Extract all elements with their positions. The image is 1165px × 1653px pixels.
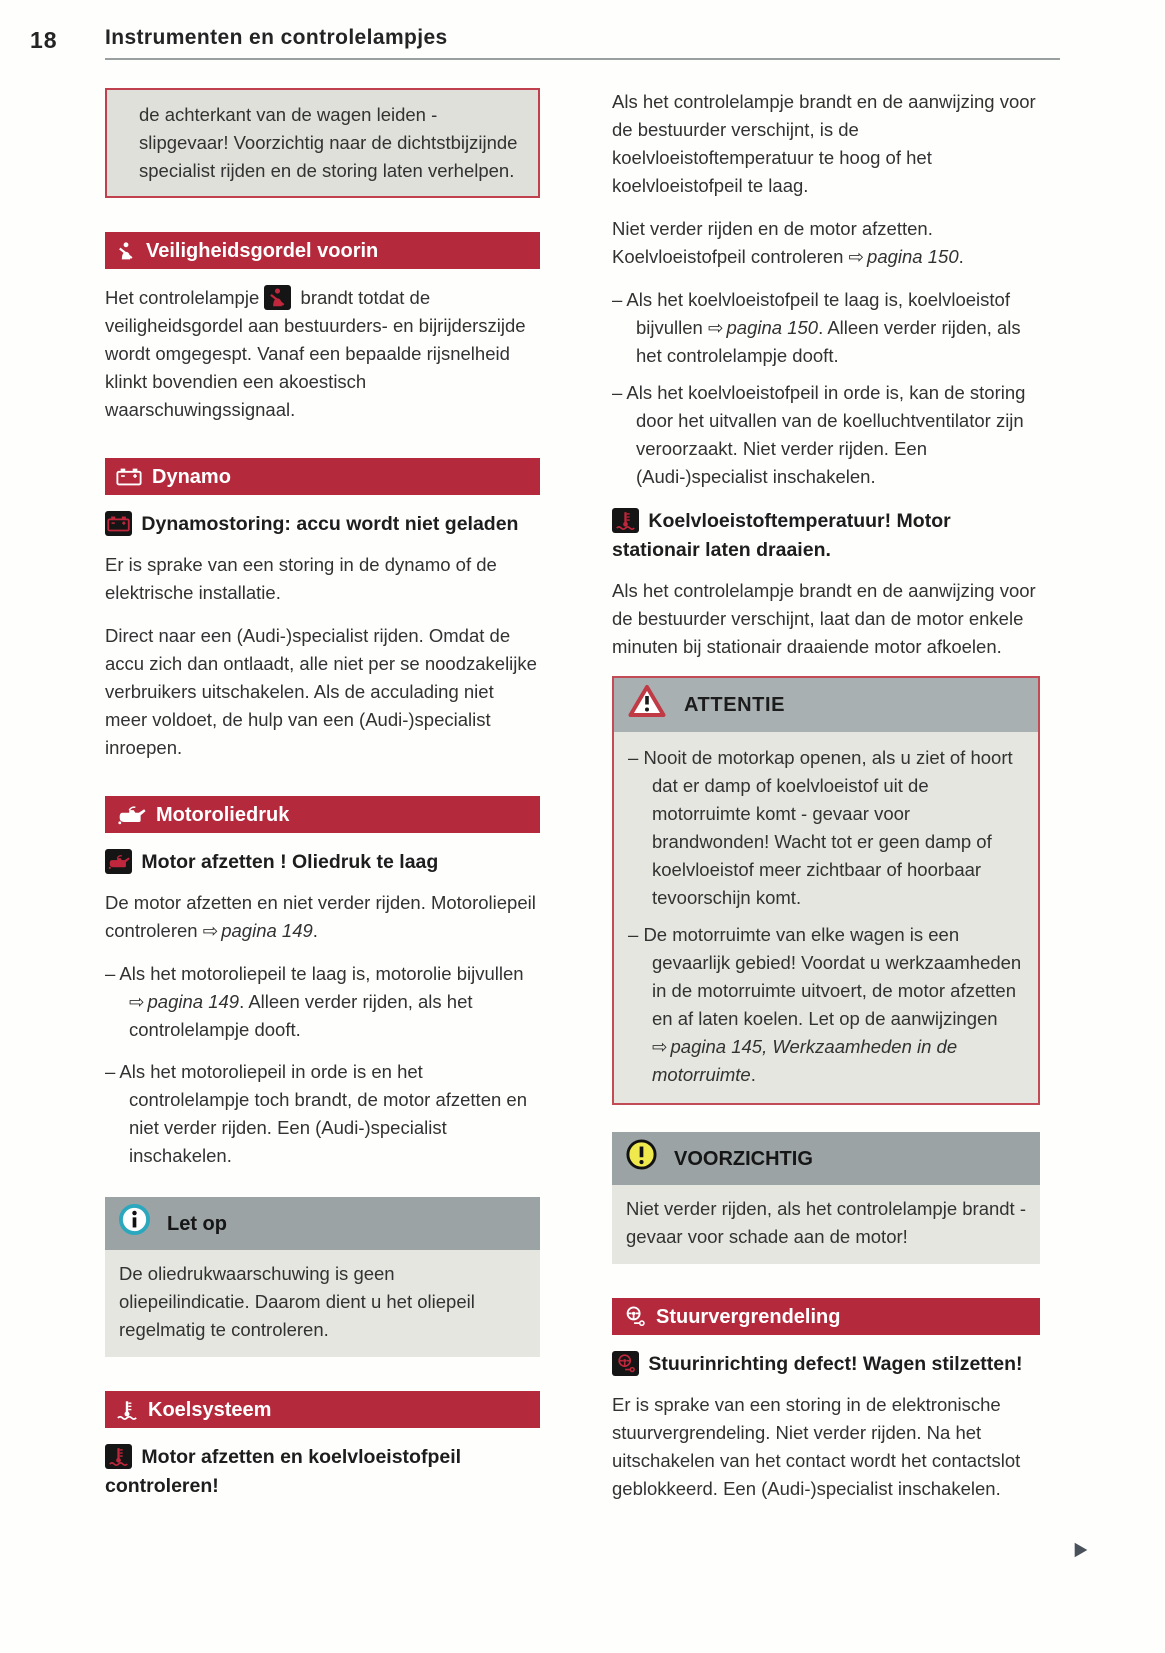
- left-column: [105, 88, 540, 1513]
- subheading-text: Koelvloeistoftemperatuur! Motor stationair laten draaien.: [612, 510, 951, 561]
- body-text: Niet verder rijden en de motor afzetten. Koelvloeistofpeil controleren: [612, 218, 933, 267]
- oil-pressure-indicator-icon: [105, 849, 132, 874]
- battery-indicator-icon: [105, 511, 132, 536]
- paragraph: [105, 551, 540, 607]
- paragraph: [105, 889, 540, 945]
- section-header-oil-pressure: [105, 796, 540, 833]
- page-reference: pagina 145, Werkzaamheden in de motorruimte: [652, 1036, 958, 1085]
- body-text: de achterkant van de wagen leiden - slipgevaar! Voorzichtig naar de dichtstbijzijnde specialist rijden en de storing laten verhelpen.: [139, 104, 518, 181]
- page-reference-arrow: ⇨: [652, 1036, 668, 1057]
- list-item: [628, 921, 1024, 1089]
- paragraph: [105, 284, 540, 424]
- dash-bullet: –: [612, 289, 623, 310]
- attention-box: [612, 676, 1040, 1105]
- note-title: Let op: [167, 1212, 227, 1235]
- list-item: [105, 1058, 540, 1170]
- paragraph: [105, 622, 540, 762]
- battery-icon: [116, 467, 142, 486]
- section-title: Veiligheidsgordel voorin: [146, 239, 379, 262]
- dash-bullet: –: [628, 924, 639, 945]
- paragraph: [612, 577, 1040, 661]
- caution-title: VOORZICHTIG: [674, 1147, 813, 1170]
- body-text: brandt totdat de veiligheidsgordel aan bestuurders- en bijrijderszijde wordt omgegespt. Vanaf een bepaalde rijsnelheid klinkt bovendien een akoestisch waarschuwingssignaal.: [105, 287, 526, 420]
- dash-bullet: –: [628, 747, 639, 768]
- dash-bullet: –: [105, 963, 116, 984]
- subheading-steering-defect: [612, 1350, 1040, 1379]
- dash-bullet: –: [612, 382, 623, 403]
- paragraph: [612, 215, 1040, 271]
- page-reference-arrow: ⇨: [129, 991, 145, 1012]
- section-title: Dynamo: [152, 465, 231, 488]
- body-text: Als het controlelampje brandt en de aanwijzing voor de bestuurder verschijnt, is de koelvloeistoftemperatuur te hoog of het koelvloeistofpeil te laag.: [612, 91, 1036, 196]
- page-title: Instrumenten en controlelampjes: [105, 26, 448, 49]
- subheading-text: Stuurinrichting defect! Wagen stilzetten!: [648, 1353, 1023, 1375]
- list-item: [628, 744, 1024, 912]
- section-header-dynamo: [105, 458, 540, 495]
- page-reference: pagina 149: [147, 991, 240, 1012]
- body-text: Er is sprake van een storing in de elektronische stuurvergrendeling. Niet verder rijden. Na het uitschakelen van het contact wordt het contactslot geblokkeerd. Een (Audi-)specialist inschakelen.: [612, 1394, 1021, 1499]
- steering-lock-indicator-icon: [612, 1351, 639, 1376]
- right-column: [612, 88, 1040, 1518]
- body-text: De motorruimte van elke wagen is een gevaarlijk gebied! Voordat u werkzaamheden in de motorruimte uitvoert, de motor afzetten en af laten koelen. Let op de aanwijzingen: [643, 924, 1022, 1029]
- body-text: Niet verder rijden, als het controlelampje brandt - gevaar voor schade aan de motor!: [626, 1198, 1026, 1247]
- page-reference: pagina 149: [221, 920, 313, 941]
- subheading-oil-pressure-low: [105, 848, 540, 877]
- note-body: [105, 1250, 540, 1357]
- attention-title: ATTENTIE: [684, 694, 786, 716]
- section-title: Motoroliedruk: [156, 803, 290, 826]
- section-header-steering-lock: [612, 1298, 1040, 1335]
- section-title: Stuurvergrendeling: [656, 1305, 841, 1328]
- paragraph: [612, 88, 1040, 200]
- list-item: [105, 960, 540, 1044]
- page-number: 18: [30, 27, 58, 53]
- paragraph: [119, 1260, 526, 1344]
- seatbelt-icon: [116, 240, 136, 262]
- next-page-arrow-icon: [1072, 1541, 1090, 1559]
- attention-body: [614, 732, 1038, 1103]
- coolant-indicator-icon: [612, 508, 639, 533]
- body-text: . Alleen verder rijden, als het controlelampje dooft.: [636, 317, 1021, 366]
- page-reference: pagina 150: [726, 317, 819, 338]
- caution-header: [612, 1132, 1040, 1185]
- section-title: Koelsysteem: [148, 1398, 272, 1421]
- body-text: .: [312, 920, 318, 941]
- seatbelt-indicator-icon: [264, 285, 291, 310]
- subheading-dynamo-fault: [105, 510, 540, 539]
- body-text: Direct naar een (Audi-)specialist rijden. Omdat de accu zich dan ontlaadt, alle niet per se noodzakelijke verbruikers uitschakelen. Als de acculading niet meer voldoet, de hulp van een (Audi-)specialist inroepen.: [105, 625, 537, 758]
- body-text: . Alleen verder rijden, als het controlelampje dooft.: [129, 991, 473, 1040]
- paragraph: [139, 101, 524, 185]
- list-item: [612, 286, 1040, 370]
- note-box: [105, 1197, 540, 1357]
- list-item: [612, 379, 1040, 491]
- dash-bullet: –: [105, 1061, 116, 1082]
- body-text: Als het koelvloeistofpeil te laag is, koelvloeistof bijvullen: [626, 289, 1010, 338]
- note-header: [105, 1197, 540, 1250]
- section-header-cooling: [105, 1391, 540, 1428]
- warning-triangle-icon: [628, 684, 666, 726]
- subheading-coolant-check: [105, 1443, 540, 1501]
- page-reference: pagina 150: [867, 246, 959, 267]
- body-text: Nooit de motorkap openen, als u ziet of hoort dat er damp of koelvloeistof uit de motorruimte komt - gevaar voor brandwonden! Wacht tot er geen damp of koelvloeistof meer zichtbaar of hoorbaar tevoorschijn komt.: [643, 747, 1013, 908]
- body-text: Er is sprake van een storing in de dynamo of de elektrische installatie.: [105, 554, 497, 603]
- body-text: Als het koelvloeistofpeil in orde is, kan de storing door het uitvallen van de koelluchtventilator zijn veroorzaakt. Niet verder rijden. Een (Audi-)specialist inschakelen.: [626, 382, 1026, 487]
- paragraph: [612, 1391, 1040, 1503]
- body-text: Als het controlelampje brandt en de aanwijzing voor de bestuurder verschijnt, laat dan de motor enkele minuten bij stationair draaiende motor afkoelen.: [612, 580, 1036, 657]
- body-text: Als het motoroliepeil te laag is, motorolie bijvullen: [119, 963, 524, 984]
- caution-body: [612, 1185, 1040, 1264]
- body-text: .: [958, 246, 964, 267]
- steering-lock-icon: [623, 1305, 646, 1328]
- coolant-indicator-icon: [105, 1444, 132, 1469]
- body-text: Als het motoroliepeil in orde is en het controlelampje toch brandt, de motor afzetten en niet verder rijden. Een (Audi-)specialist inschakelen.: [119, 1061, 527, 1166]
- page-reference-arrow: ⇨: [202, 920, 219, 941]
- page-reference-arrow: ⇨: [848, 246, 865, 267]
- body-text: Het controlelampje: [105, 287, 260, 308]
- section-header-seatbelt: [105, 232, 540, 269]
- info-icon: [118, 1203, 151, 1244]
- caution-icon: [625, 1138, 658, 1179]
- body-text: De oliedrukwaarschuwing is geen oliepeilindicatie. Daarom dient u het oliepeil regelmatig te controleren.: [119, 1263, 475, 1340]
- subheading-coolant-temperature: [612, 507, 1040, 565]
- paragraph: [626, 1195, 1026, 1251]
- subheading-text: Motor afzetten ! Oliedruk te laag: [141, 851, 439, 873]
- body-text: .: [750, 1064, 756, 1085]
- page-reference-arrow: ⇨: [708, 317, 724, 338]
- subheading-text: Motor afzetten en koelvloeistofpeil controleren!: [105, 1446, 462, 1497]
- subheading-text: Dynamostoring: accu wordt niet geladen: [141, 513, 519, 535]
- oil-pressure-icon: [116, 804, 146, 825]
- coolant-icon: [116, 1399, 138, 1421]
- header-rule: [105, 58, 1060, 60]
- attention-header: [614, 678, 1038, 732]
- warning-continuation-box: [105, 88, 540, 198]
- body-text: De motor afzetten en niet verder rijden. Motoroliepeil controleren: [105, 892, 536, 941]
- caution-box: [612, 1132, 1040, 1264]
